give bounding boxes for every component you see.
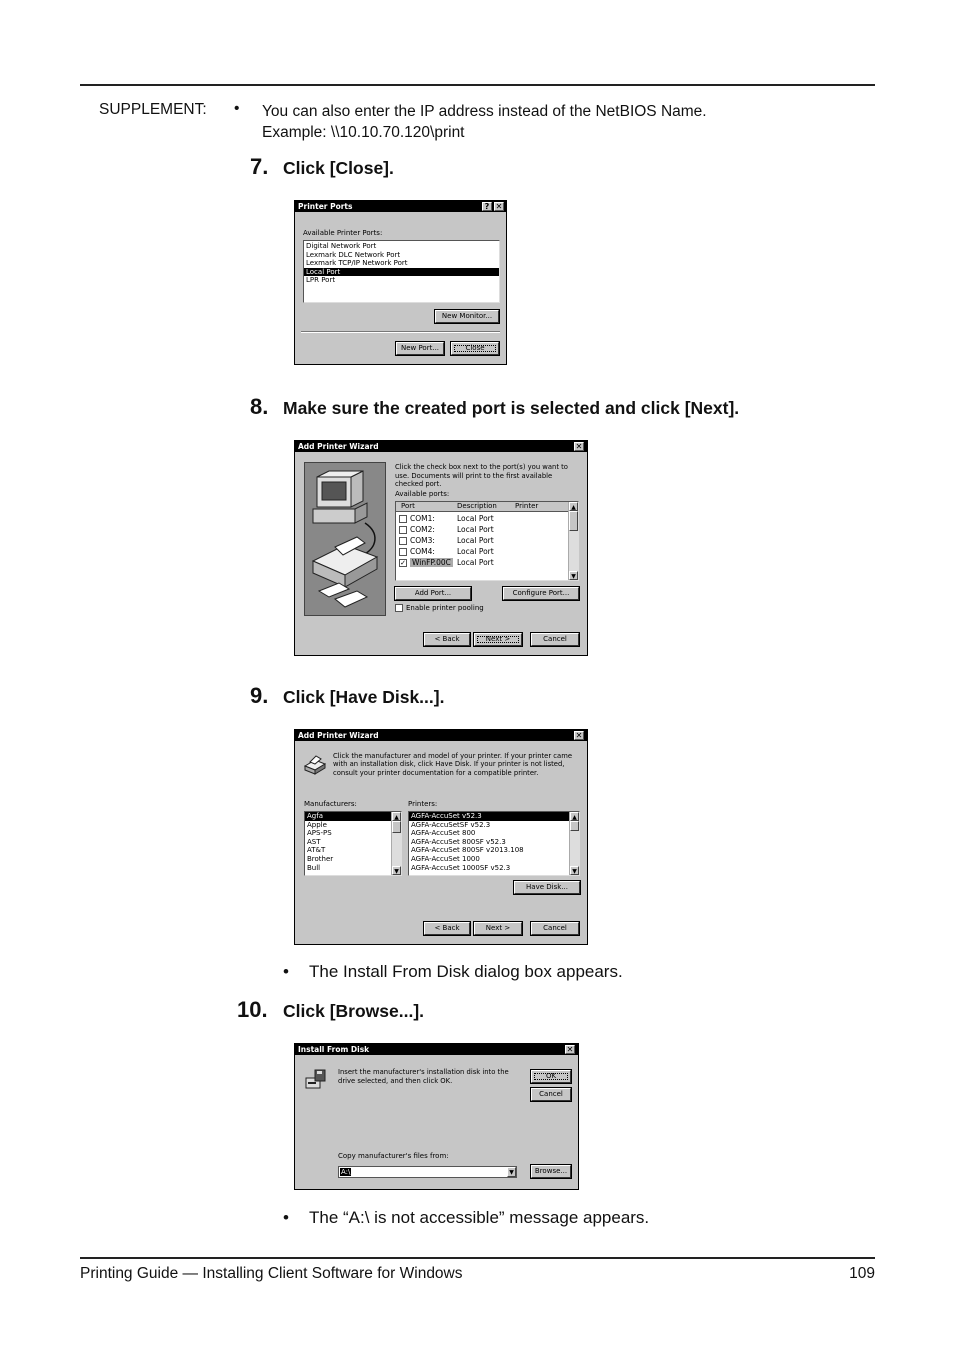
column-header-printer[interactable]: Printer: [515, 502, 539, 510]
wizard-ports-title: Add Printer Wizard: [298, 442, 379, 451]
close-icon[interactable]: ✕: [575, 442, 583, 451]
scroll-down-icon[interactable]: ▼: [569, 571, 578, 580]
table-row[interactable]: [399, 536, 435, 545]
port-checkbox-checked[interactable]: ✓: [400, 559, 406, 567]
supplement-label: SUPPLEMENT:: [99, 101, 207, 118]
install-from-disk-dialog: [294, 1043, 579, 1190]
scroll-down-icon[interactable]: ▼: [570, 866, 579, 875]
scroll-thumb[interactable]: [392, 821, 401, 833]
port-description: Local Port: [457, 536, 494, 545]
step-10-note-bullet: •: [283, 1208, 289, 1227]
scroll-up-icon[interactable]: ▲: [570, 812, 579, 821]
ok-button[interactable]: OK: [531, 1070, 571, 1083]
list-item[interactable]: AGFA-AccuSet 800SF v52.3: [411, 837, 506, 846]
list-item-selected[interactable]: Local Port: [304, 268, 499, 277]
printer-pooling-option[interactable]: [395, 604, 484, 612]
install-titlebar: [295, 1044, 578, 1055]
pooling-checkbox[interactable]: [395, 604, 403, 612]
port-name: COM4:: [410, 547, 435, 556]
list-item[interactable]: AST: [307, 837, 321, 846]
list-item[interactable]: Bull: [307, 863, 321, 872]
chevron-down-icon[interactable]: ▼: [507, 1167, 516, 1177]
cancel-button[interactable]: Cancel: [531, 1088, 571, 1101]
printer-ports-title: Printer Ports: [298, 202, 353, 211]
printer-ports-titlebar: [295, 201, 506, 212]
printers-scrollbar[interactable]: [569, 812, 579, 875]
list-item[interactable]: Lexmark TCP/IP Network Port: [306, 259, 408, 268]
step-9-number: 9.: [250, 683, 269, 708]
step-10-number: 10.: [237, 997, 268, 1022]
cancel-button[interactable]: Cancel: [531, 922, 579, 935]
list-item[interactable]: Apple: [307, 820, 327, 829]
port-description: Local Port: [457, 514, 494, 523]
next-button[interactable]: Next >: [474, 922, 522, 935]
step-9-text: Click [Have Disk...].: [283, 687, 445, 707]
install-instructions: Insert the manufacturer's installation disk into the drive selected, and then click OK.: [338, 1068, 509, 1085]
wizard-driver-instructions: Click the manufacturer and model of your printer. If your printer came with an installation disk, click Have Disk. If your printer is not listed, consult your printer documentation for a compatible printer.: [333, 752, 573, 777]
configure-port-button[interactable]: Configure Port...: [503, 587, 579, 600]
table-row[interactable]: [399, 525, 435, 534]
computer-printer-icon: [305, 463, 385, 615]
port-description: Local Port: [457, 525, 494, 534]
table-row[interactable]: [399, 547, 435, 556]
ports-list[interactable]: [395, 501, 579, 581]
cancel-button[interactable]: Cancel: [531, 633, 579, 646]
step-10-note: The “A:\ is not accessible” message appears.: [309, 1208, 650, 1227]
pooling-label: Enable printer pooling: [406, 604, 484, 612]
divider: [301, 331, 500, 333]
port-checkbox[interactable]: [399, 548, 407, 556]
port-name: WinFP.00C: [412, 558, 451, 567]
port-name: COM2:: [410, 525, 435, 534]
list-item[interactable]: AGFA-AccuSet 800: [411, 829, 476, 838]
add-printer-wizard-ports-dialog: [294, 440, 588, 656]
add-port-button[interactable]: Add Port...: [395, 587, 471, 600]
top-rule: [80, 84, 875, 86]
wizard-driver-titlebar: [295, 730, 587, 741]
close-icon[interactable]: ✕: [495, 202, 503, 211]
install-title: Install From Disk: [298, 1045, 370, 1054]
printers-label: Printers:: [408, 800, 438, 808]
list-item[interactable]: Digital Network Port: [306, 242, 377, 250]
disk-drive-icon: [305, 1068, 327, 1090]
page-number: 109: [849, 1265, 875, 1282]
list-item[interactable]: AGFA-AccuSet 1000: [411, 854, 480, 863]
wizard-driver-title: Add Printer Wizard: [298, 731, 379, 740]
browse-button[interactable]: Browse...: [531, 1165, 571, 1178]
close-button[interactable]: Close: [451, 342, 499, 355]
port-checkbox[interactable]: [399, 526, 407, 534]
list-item[interactable]: Brother: [307, 854, 334, 863]
new-monitor-button[interactable]: New Monitor...: [435, 310, 499, 323]
supplement-line-2: Example: \\10.10.70.120\print: [262, 124, 465, 141]
list-item[interactable]: AGFA-AccuSetSF v52.3: [411, 820, 491, 829]
list-item[interactable]: APS-PS: [307, 829, 332, 838]
scroll-up-icon[interactable]: ▲: [569, 502, 578, 511]
manufacturers-listbox[interactable]: [304, 811, 402, 876]
manufacturers-label: Manufacturers:: [304, 800, 357, 808]
list-item[interactable]: LPR Port: [306, 276, 336, 285]
close-icon[interactable]: ✕: [566, 1045, 574, 1054]
manufacturers-scrollbar[interactable]: [391, 812, 401, 875]
step-9-note-bullet: •: [283, 962, 289, 981]
port-checkbox[interactable]: [399, 537, 407, 545]
step-8-text: Make sure the created port is selected and click [Next].: [283, 398, 740, 418]
step-8-number: 8.: [250, 394, 269, 419]
list-item-selected[interactable]: Agfa: [305, 812, 401, 821]
ports-list-header: [396, 502, 570, 512]
column-header-description[interactable]: Description: [457, 502, 497, 510]
list-item-selected[interactable]: AGFA-AccuSet v52.3: [409, 812, 579, 821]
ports-scrollbar[interactable]: [568, 502, 578, 580]
add-printer-wizard-driver-dialog: [294, 729, 588, 945]
close-icon[interactable]: ✕: [575, 731, 583, 740]
wizard-illustration: [304, 462, 386, 616]
scroll-thumb[interactable]: [569, 511, 578, 531]
scroll-thumb[interactable]: [570, 821, 579, 831]
footer-rule: [80, 1257, 875, 1259]
available-ports-label: Available Printer Ports:: [303, 229, 383, 237]
supplement-line-1: You can also enter the IP address instead of the NetBIOS Name.: [262, 103, 707, 120]
available-ports-label: Available ports:: [395, 490, 450, 498]
list-item[interactable]: AGFA-AccuSet 1000SF v52.3: [411, 863, 511, 872]
table-row[interactable]: [399, 514, 435, 523]
list-item[interactable]: AGFA-AccuSet 800SF v2013.108: [411, 846, 524, 855]
step-7-number: 7.: [250, 154, 269, 179]
printer-icon: [303, 752, 327, 776]
wizard-ports-titlebar: [295, 441, 587, 452]
table-row-selected[interactable]: [399, 558, 453, 567]
scroll-down-icon[interactable]: ▼: [392, 866, 401, 875]
next-button[interactable]: Next >: [474, 633, 522, 646]
printers-listbox[interactable]: [408, 811, 580, 876]
port-description: Local Port: [457, 547, 494, 556]
port-description: Local Port: [457, 558, 494, 567]
wizard-ports-instructions: Click the check box next to the port(s) you want to use. Documents will print to the first available checked port.: [395, 463, 568, 489]
scroll-up-icon[interactable]: ▲: [392, 812, 401, 821]
printer-ports-dialog: [294, 200, 507, 365]
printer-ports-listbox[interactable]: [303, 240, 500, 303]
back-button[interactable]: < Back: [424, 922, 470, 935]
supplement-bullet: •: [234, 100, 240, 117]
have-disk-button[interactable]: Have Disk...: [514, 881, 580, 894]
copy-files-label: Copy manufacturer's files from:: [338, 1152, 449, 1160]
step-9-note: The Install From Disk dialog box appears.: [309, 962, 623, 981]
port-name: COM3:: [410, 536, 435, 545]
column-header-port[interactable]: Port: [401, 502, 415, 510]
new-port-button[interactable]: New Port...: [396, 342, 444, 355]
help-icon[interactable]: ?: [482, 202, 492, 211]
footer-title: Printing Guide — Installing Client Software for Windows: [80, 1265, 463, 1282]
port-checkbox[interactable]: [399, 515, 407, 523]
list-item[interactable]: Lexmark DLC Network Port: [306, 250, 401, 259]
list-item[interactable]: AT&T: [307, 846, 326, 855]
port-name: COM1:: [410, 514, 435, 523]
copy-files-combobox[interactable]: [338, 1166, 517, 1178]
back-button[interactable]: < Back: [424, 633, 470, 646]
step-10-text: Click [Browse...].: [283, 1001, 425, 1021]
step-7-text: Click [Close].: [283, 158, 394, 178]
supplement-text: [262, 101, 707, 143]
path-input-value[interactable]: A:\: [341, 1168, 351, 1176]
